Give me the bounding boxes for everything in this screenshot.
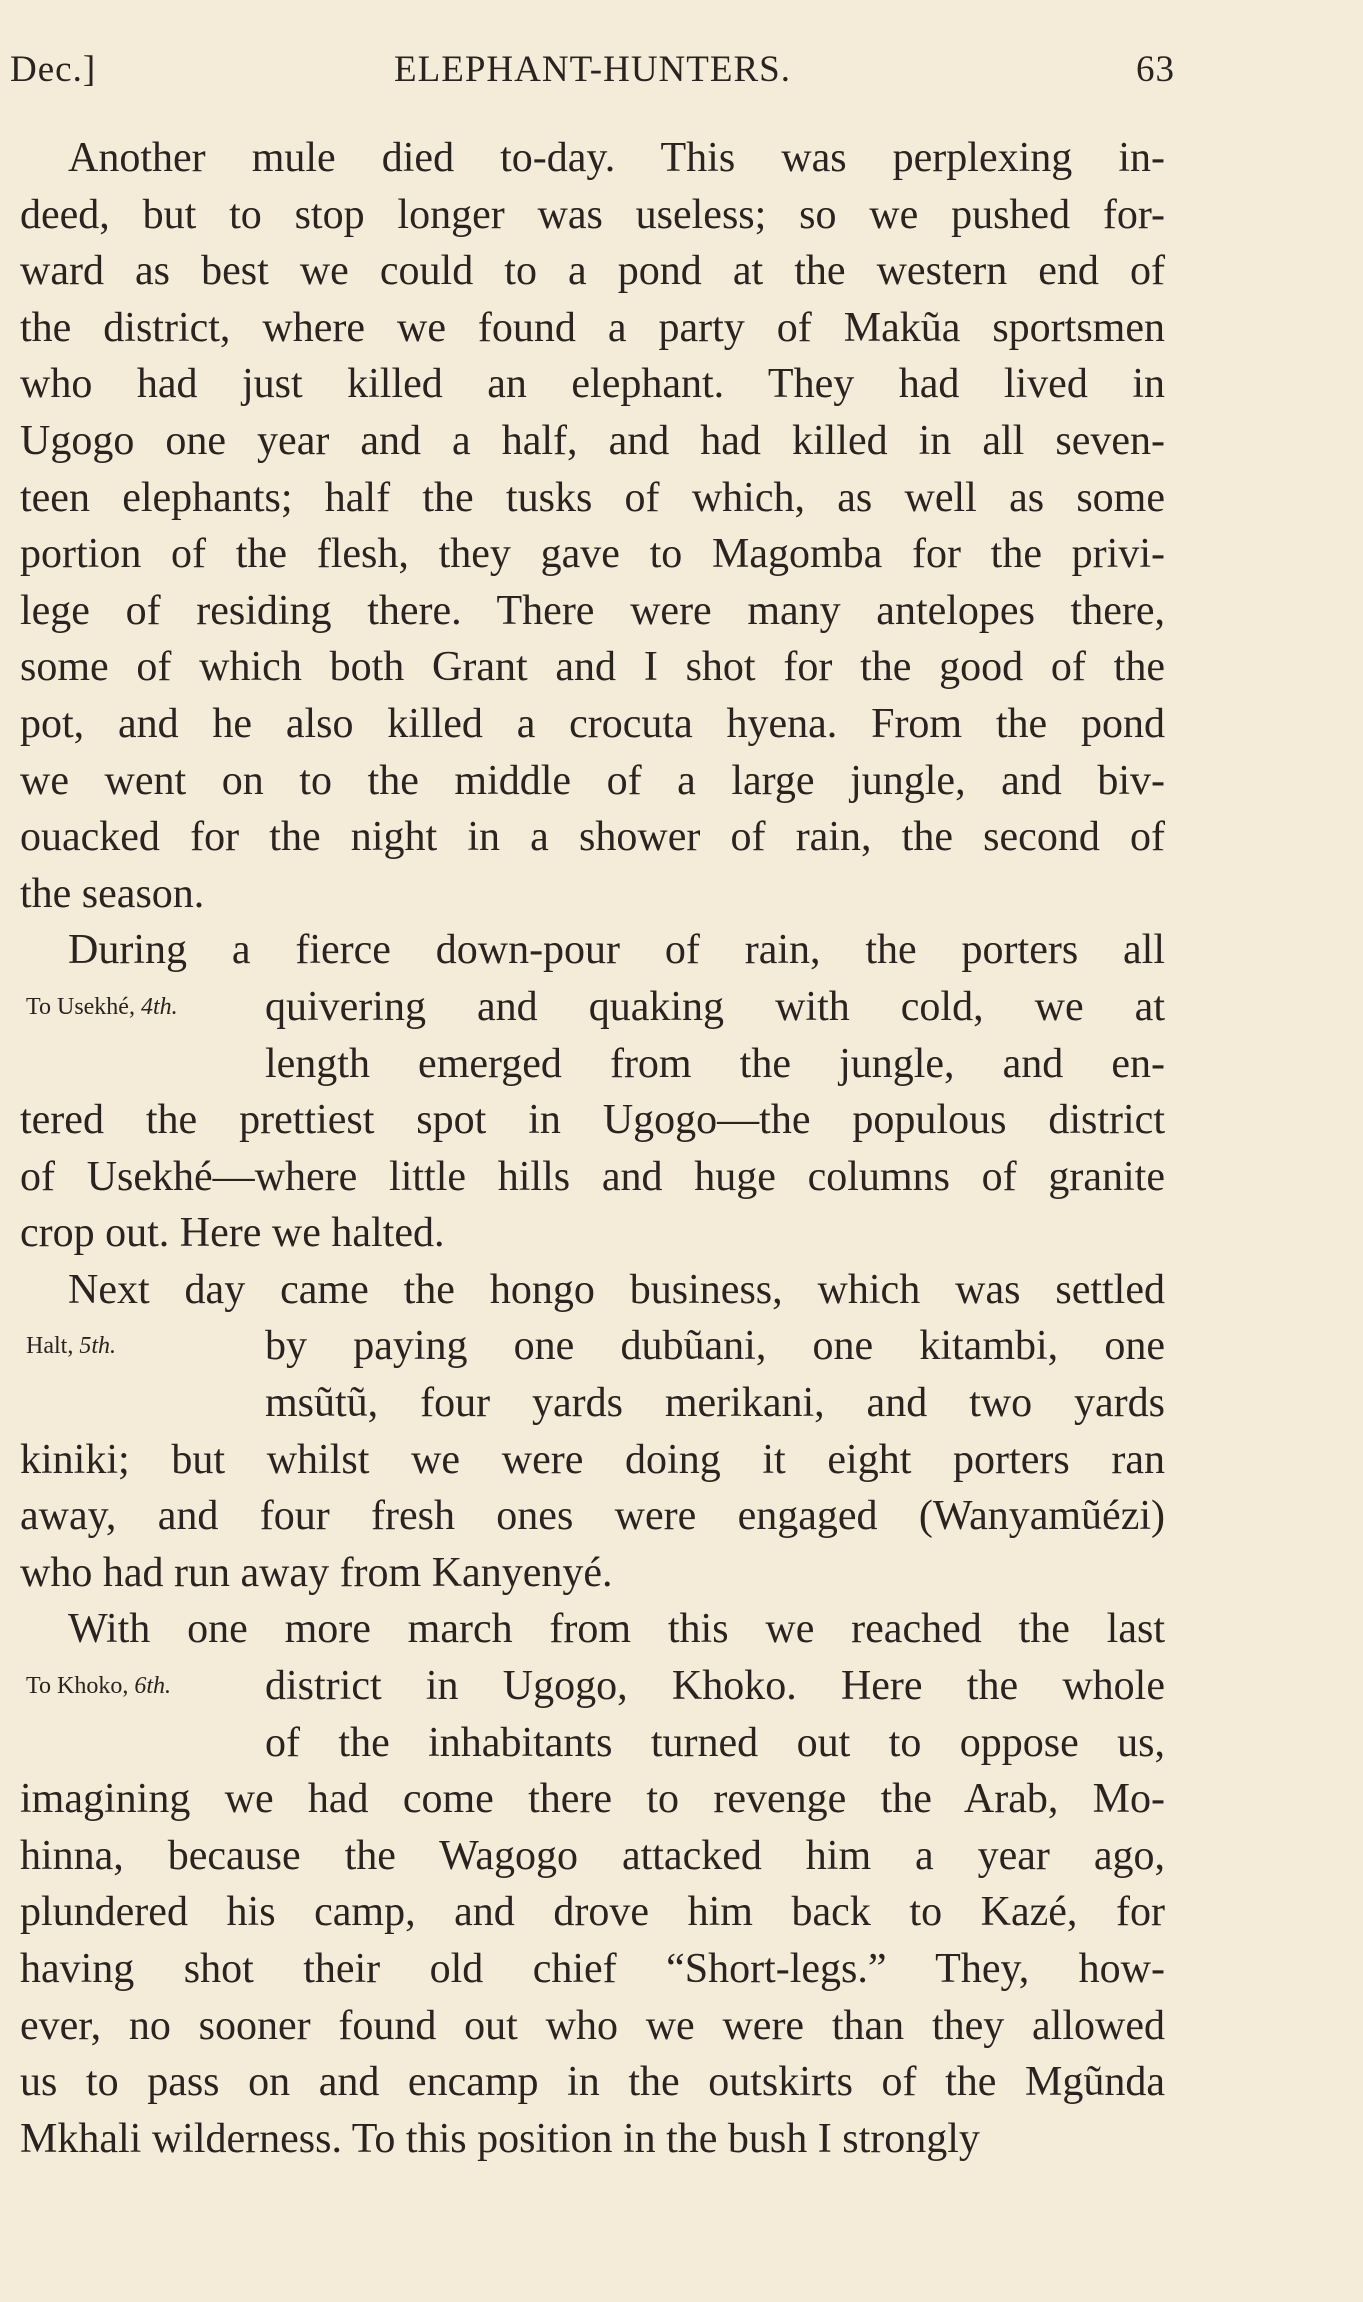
text-line: With one more march from this we reached the last: [68, 1606, 1165, 1653]
margin-note: [26, 993, 178, 1021]
text-line: hinna, because the Wagogo attacked him a year ago,: [20, 1832, 1165, 1879]
text-line: length emerged from the jungle, and en-: [265, 1040, 1165, 1087]
text-line: imagining we had come there to revenge the Arab, Mo-: [20, 1776, 1165, 1823]
text-line: pot, and he also killed a crocuta hyena. From the pond: [20, 700, 1165, 747]
margin-note-day: 6th.: [134, 1673, 171, 1700]
paragraph: [20, 1262, 1165, 1602]
running-head-title: ELEPHANT-HUNTERS.: [394, 49, 791, 90]
text-line: ward as best we could to a pond at the western end of: [20, 248, 1165, 295]
text-line: who had run away from Kanyenyé.: [20, 1549, 613, 1596]
text-line: away, and four fresh ones were engaged (Wanyamũézi): [20, 1493, 1165, 1540]
margin-note-place: To Usekhé,: [26, 993, 135, 1020]
text-line: portion of the flesh, they gave to Magomba for the privi-: [20, 531, 1165, 578]
text-line: During a fierce down-pour of rain, the porters all: [68, 927, 1165, 974]
running-head-month: Dec.]: [10, 49, 97, 90]
page-number: 63: [1136, 49, 1175, 90]
text-line-content: quivering and quaking with cold, we at: [265, 983, 1165, 1030]
text-line: the season.: [20, 870, 205, 917]
text-line: Mkhali wilderness. To this position in the bush I strongly: [20, 2115, 980, 2162]
text-line: msũtũ, four yards merikani, and two yards: [265, 1380, 1165, 1427]
text-line-content: by paying one dubũani, one kitambi, one: [265, 1323, 1165, 1370]
text-line: deed, but to stop longer was useless; so we pushed for-: [20, 191, 1165, 238]
text-line: some of which both Grant and I shot for the good of the: [20, 644, 1165, 691]
paragraph: [20, 130, 1165, 922]
text-line: Ugogo one year and a half, and had killed in all seven-: [20, 417, 1165, 464]
text-line: tered the prettiest spot in Ugogo—the populous district: [20, 1097, 1165, 1144]
text-line: ever, no sooner found out who we were than they allowed: [20, 2002, 1165, 2049]
text-line: ouacked for the night in a shower of rain, the second of: [20, 814, 1165, 861]
text-line: us to pass on and encamp in the outskirts of the Mgũnda: [20, 2059, 1165, 2106]
margin-note-place: To Khoko,: [26, 1673, 129, 1700]
text-line: of Usekhé—where little hills and huge columns of granite: [20, 1153, 1165, 1200]
margin-note: [26, 1672, 171, 1700]
text-line: having shot their old chief “Short-legs.” They, how-: [20, 1946, 1165, 1992]
running-head: [10, 48, 1175, 98]
margin-note-day: 4th.: [140, 993, 178, 1020]
paragraph: [20, 922, 1165, 1262]
text-line: the district, where we found a party of Makũa sportsmen: [20, 304, 1165, 351]
text-line: teen elephants; half the tusks of which, as well as some: [20, 474, 1165, 521]
text-line: lege of residing there. There were many antelopes there,: [20, 587, 1165, 634]
text-line: [20, 1658, 1165, 1715]
text-line: who had just killed an elephant. They had lived in: [20, 361, 1165, 408]
margin-note-day: 5th.: [79, 1333, 116, 1360]
margin-note: [26, 1332, 116, 1360]
text-line: [20, 1318, 1165, 1375]
text-line: of the inhabitants turned out to oppose us,: [265, 1719, 1165, 1766]
text-line: [20, 979, 1165, 1036]
body-text: [20, 130, 1165, 2167]
text-line: plundered his camp, and drove him back to Kazé, for: [20, 1889, 1165, 1936]
margin-note-place: Halt,: [26, 1333, 74, 1360]
text-line: we went on to the middle of a large jungle, and biv-: [20, 757, 1165, 804]
text-line-content: district in Ugogo, Khoko. Here the whole: [265, 1663, 1165, 1710]
paragraph: [20, 1601, 1165, 2167]
text-line: Another mule died to-day. This was perplexing in-: [68, 135, 1165, 181]
text-line: Next day came the hongo business, which was settled: [68, 1266, 1165, 1313]
text-line: crop out. Here we halted.: [20, 1210, 445, 1257]
text-line: kiniki; but whilst we were doing it eight porters ran: [20, 1436, 1165, 1483]
